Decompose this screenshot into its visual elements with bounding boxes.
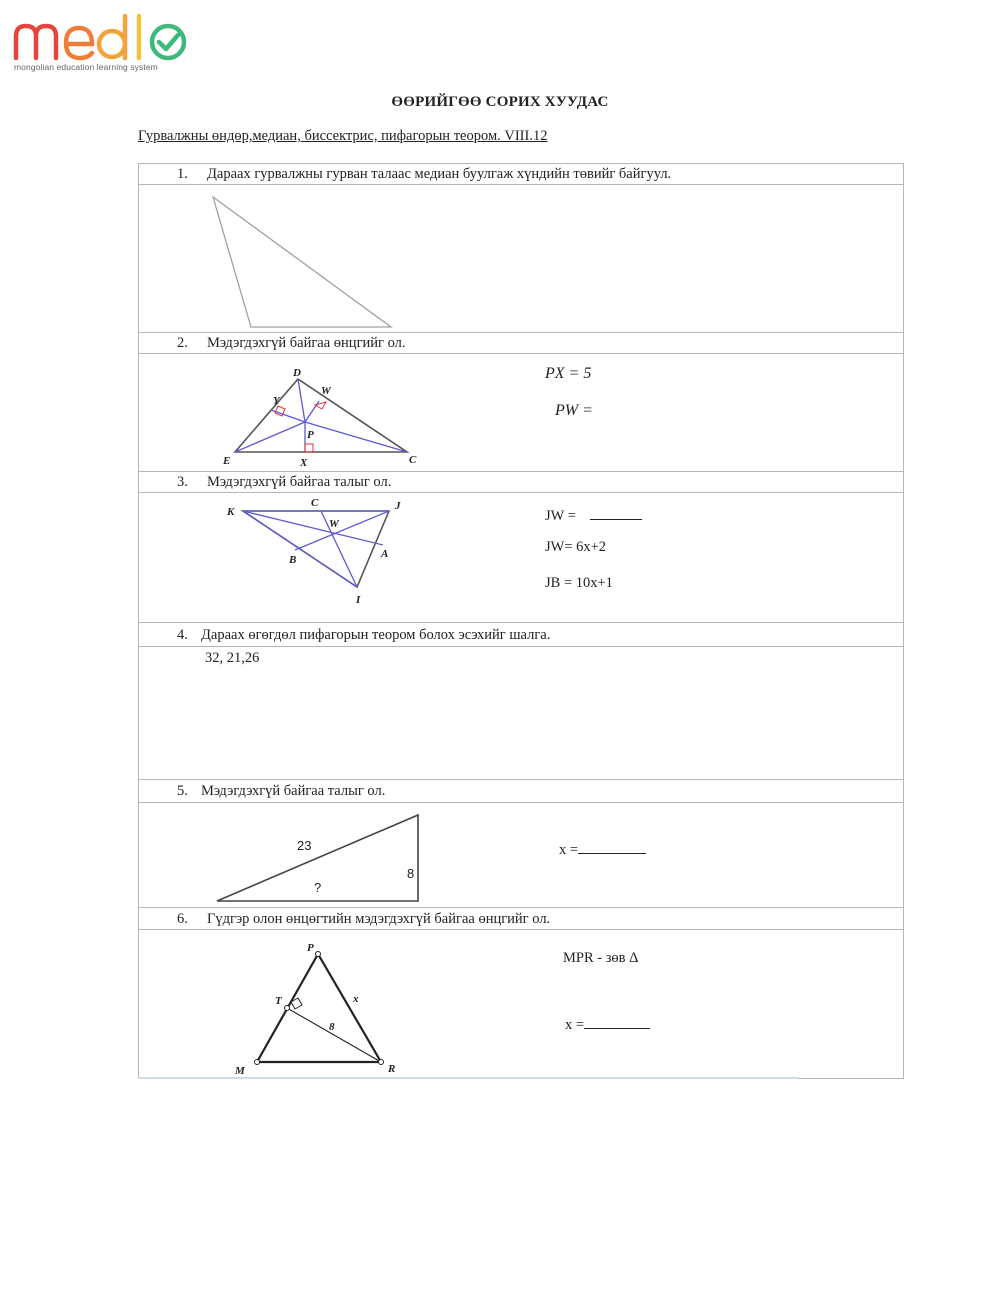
question-3-diagram: [139, 493, 903, 623]
question-text: Гүдгэр олон өнцөгтийн мэдэгдэхгүй байгаа өнцгийг ол.: [207, 911, 551, 927]
label-K: K: [227, 506, 235, 518]
given-jw: JW =: [545, 508, 576, 524]
question-5-header: [139, 780, 903, 803]
question-number: 6.: [177, 911, 188, 927]
given-x-blank-6: [565, 1014, 650, 1034]
question-2-diagram: [139, 354, 903, 472]
question-3-area: [139, 493, 903, 623]
label-W: W: [321, 385, 331, 397]
question-text: Мэдэгдэхгүй байгаа талыг ол.: [207, 474, 392, 490]
label-R: R: [388, 1063, 396, 1075]
page-title: ӨӨРИЙГӨӨ СОРИХ ХУУДАС: [391, 94, 609, 110]
given-jw-blank: [545, 505, 642, 525]
label-M: M: [235, 1065, 245, 1077]
given-pw: PW =: [555, 402, 593, 419]
question-text: Мэдэгдэхгүй байгаа талыг ол.: [201, 783, 386, 799]
medle-logo-mark: [12, 8, 192, 68]
given-jw-expr: JW= 6x+2: [545, 539, 607, 555]
given-equilateral: MPR - зөв Δ: [563, 950, 639, 966]
given-px: PX = 5: [545, 365, 592, 382]
question-4-area: [139, 647, 903, 780]
label-I: I: [356, 594, 361, 606]
label-x: x: [353, 993, 359, 1005]
question-2-header: [139, 333, 903, 354]
label-E: E: [223, 455, 231, 467]
label-unknown: ?: [314, 880, 322, 895]
question-number: 3.: [177, 474, 188, 490]
given-jb-expr: JB = 10x+1: [545, 575, 613, 591]
question-5-right-triangle: [139, 803, 903, 908]
given-x: x =: [559, 842, 579, 858]
worksheet-table: [138, 163, 904, 1079]
question-number: 5.: [177, 783, 188, 799]
divider-line: [138, 1077, 798, 1079]
label-C: C: [409, 454, 417, 466]
label-Y: Y: [273, 395, 280, 407]
question-2-area: [139, 354, 903, 472]
given-x: x =: [565, 1017, 585, 1033]
question-1-header: [139, 164, 903, 185]
label-T: T: [275, 995, 282, 1007]
question-text: Мэдэгдэхгүй байгаа өнцгийг ол.: [207, 335, 406, 351]
label-A: A: [381, 548, 389, 560]
label-P: P: [307, 942, 314, 954]
question-6-diagram: [139, 930, 903, 1078]
question-text: Дараах гурвалжны гурван талаас медиан буулгаж хүндийн төвийг байгуул.: [207, 166, 672, 182]
given-x-blank: [559, 839, 646, 859]
answer-blank[interactable]: [578, 839, 646, 854]
label-8: 8: [329, 1021, 335, 1033]
logo-tagline: mongolian education learning system: [14, 62, 158, 72]
question-6-header: [139, 908, 903, 930]
question-text: Дараах өгөгдөл пифагорын теором болох эсэхийг шалга.: [201, 627, 551, 643]
label-D: D: [293, 367, 301, 379]
question-number: 2.: [177, 335, 188, 351]
label-X: X: [300, 457, 308, 469]
question-number: 1.: [177, 166, 188, 182]
label-J: J: [395, 500, 401, 512]
pythagoras-data: 32, 21,26: [205, 650, 260, 666]
question-1-area: [139, 185, 903, 333]
label-P: P: [307, 429, 314, 441]
question-number: 4.: [177, 627, 188, 643]
label-B: B: [289, 554, 297, 566]
label-W: W: [329, 518, 339, 530]
label-hypotenuse: 23: [297, 838, 312, 853]
label-leg: 8: [407, 866, 415, 881]
answer-blank[interactable]: [590, 505, 642, 520]
answer-blank[interactable]: [584, 1014, 650, 1029]
question-6-area: [139, 930, 903, 1078]
question-4-header: [139, 623, 903, 647]
question-5-area: [139, 803, 903, 908]
page-subtitle: Гурвалжны өндөр,медиан, биссектрис, пифагорын теором. VIII.12: [138, 128, 548, 144]
question-3-header: [139, 472, 903, 493]
question-1-triangle: [139, 185, 903, 333]
label-C: C: [311, 497, 319, 509]
